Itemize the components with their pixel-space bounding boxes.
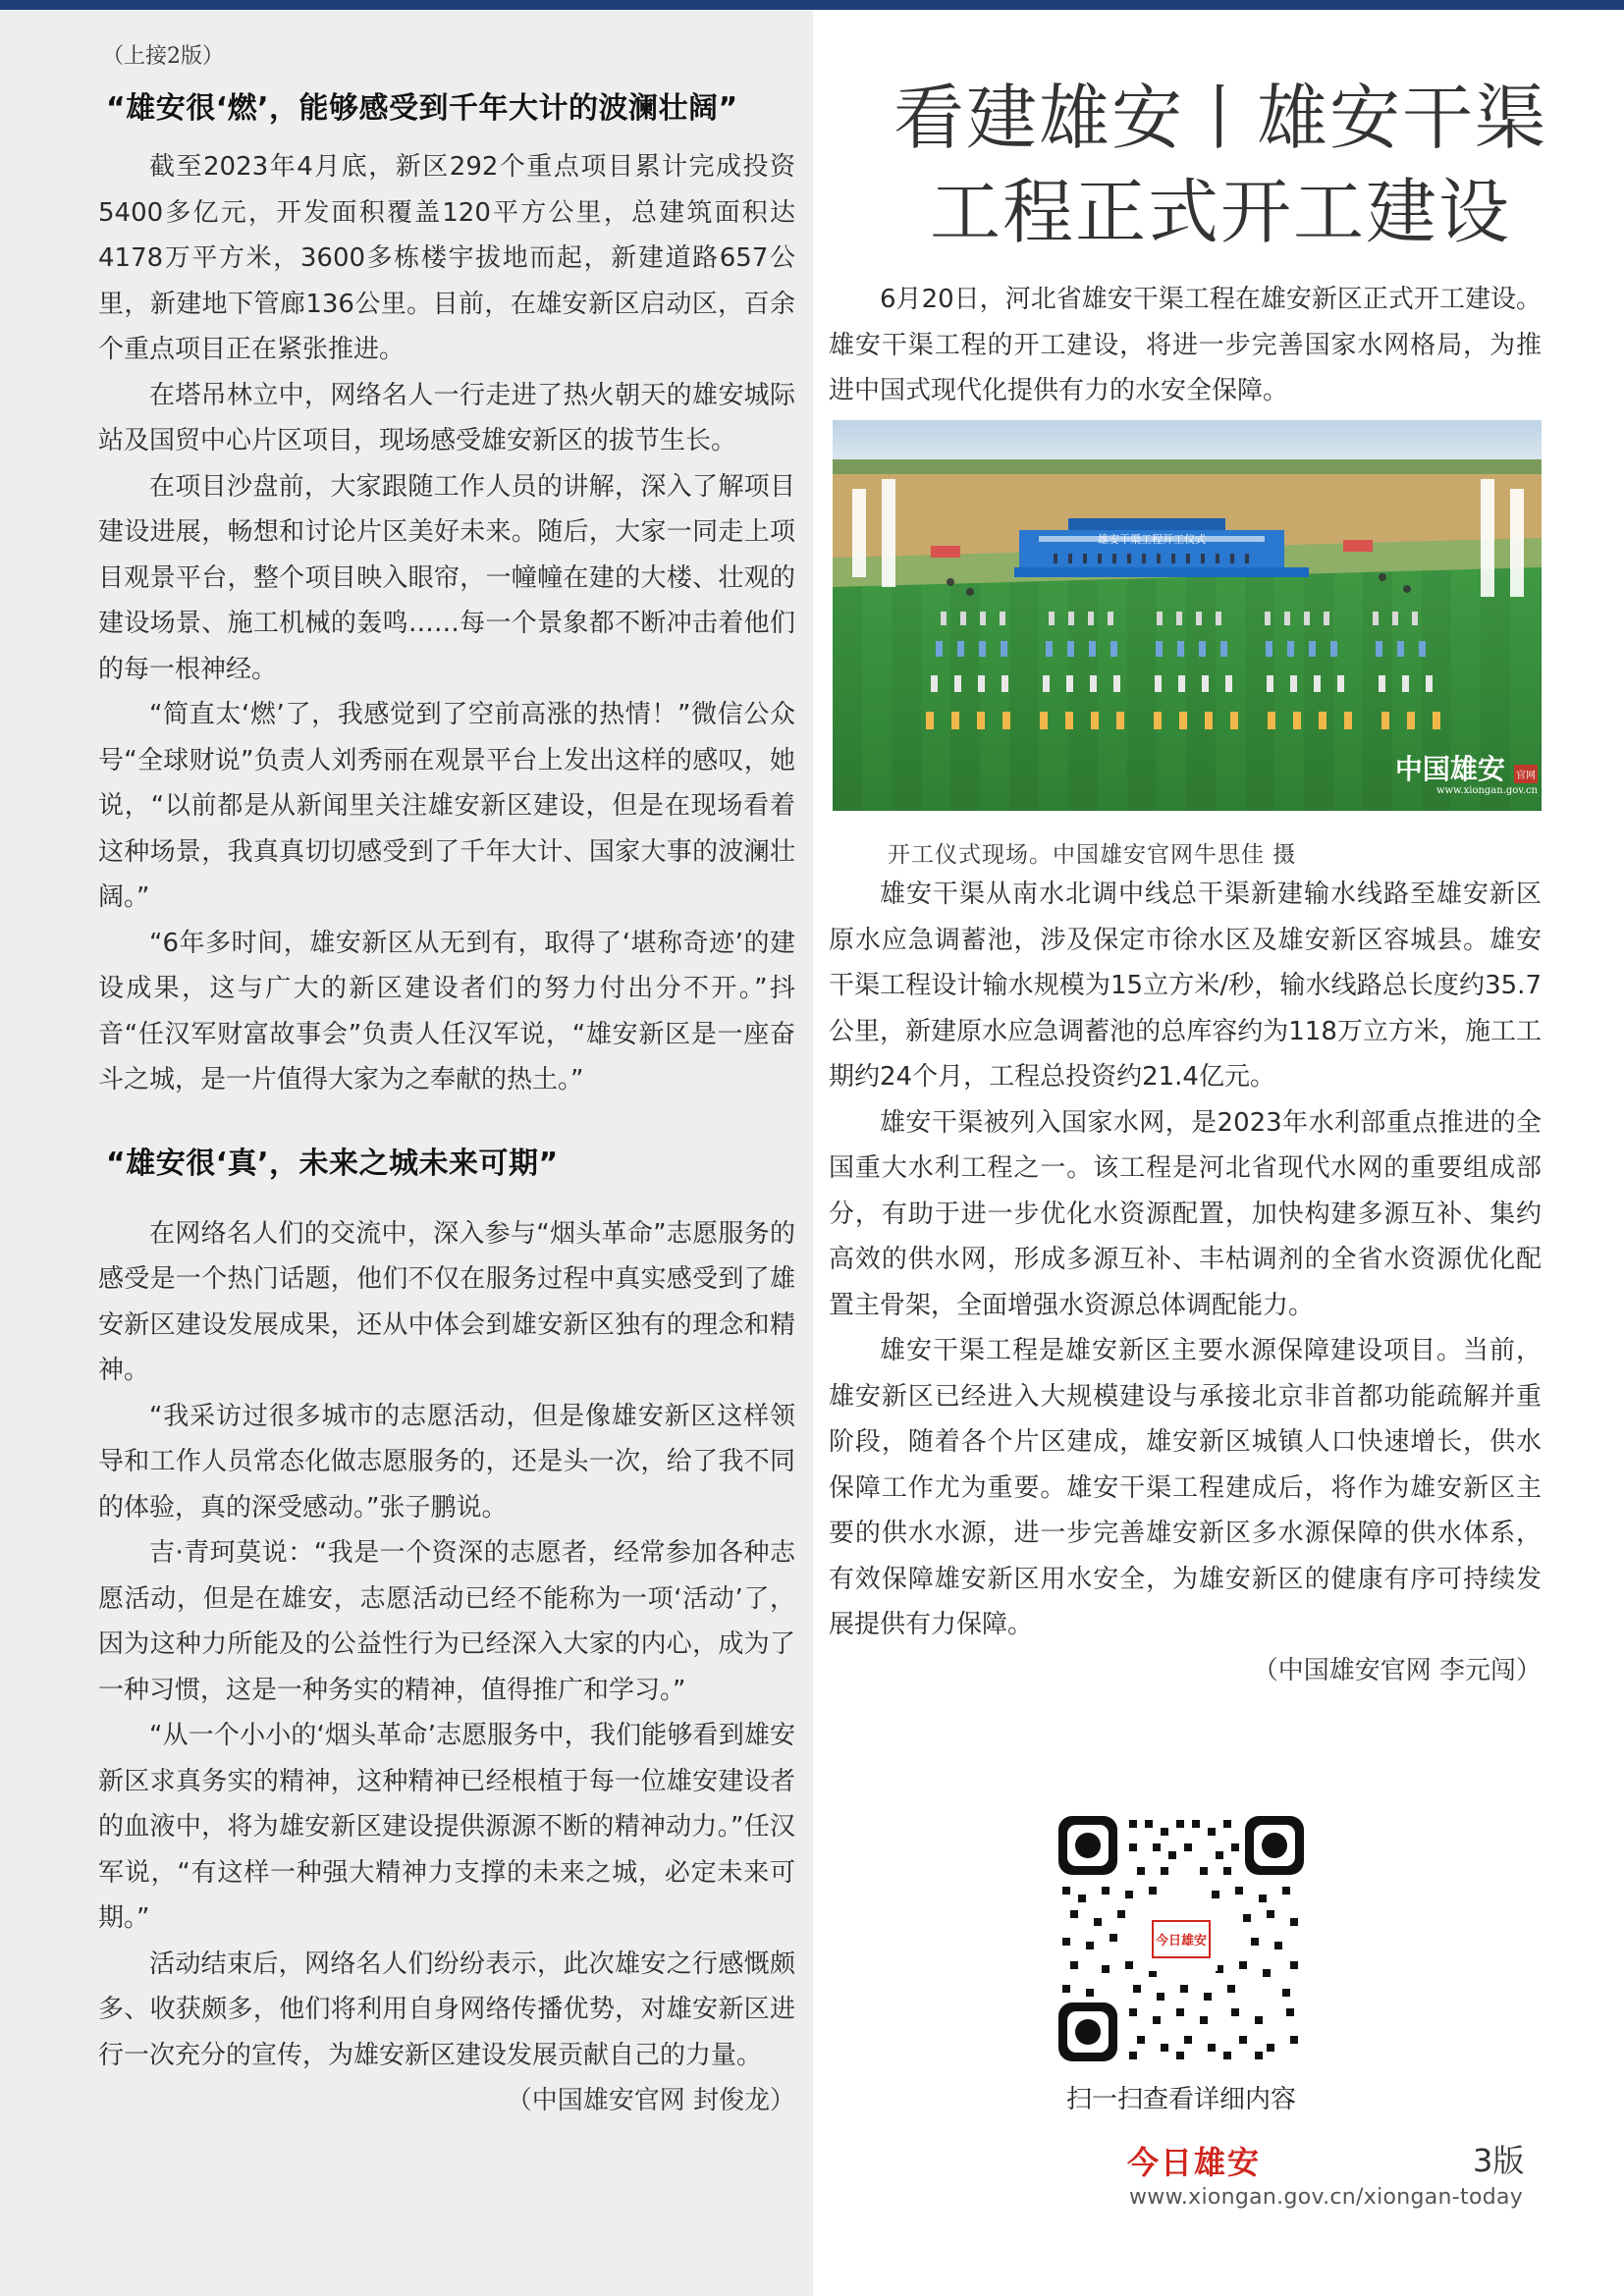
headline-line-1: 看建雄安丨雄安干渠 <box>893 77 1547 159</box>
right-column <box>813 10 1624 2296</box>
spacer <box>98 1103 795 1131</box>
paragraph: 雄安干渠工程是雄安新区主要水源保障建设项目。当前，雄安新区已经进入大规模建设与承接北京非首都功能疏解并重阶段，随着各个片区建成，雄安新区城镇人口快速增长，供水保障工作尤为重要。雄安干渠工程建成后，将作为雄安新区主要的供水水源，进一步完善雄安新区多水源保障的供水体系，有效保障雄安新区用水安全，为雄安新区的健康有序可持续发展提供有力保障。 <box>829 1336 1542 1639</box>
paragraph: 雄安干渠被列入国家水网，是2023年水利部重点推进的全国重大水利工程之一。该工程是河北省现代水网的重要组成部分，有助于进一步优化水资源配置，加快构建多源互补、集约高效的供水网，形成多源互补、丰枯调剂的全省水资源优化配置主骨架，全面增强水资源总体调配能力。 <box>829 1107 1542 1320</box>
paragraph: “简直太‘燃’了，我感觉到了空前高涨的热情！”微信公众号“全球财说”负责人刘秀丽在观景平台上发出这样的感叹，她说，“以前都是从新闻里关注雄安新区建设，但是在现场看着这种场景，我真真切切感受到了千年大计、国家大事的波澜壮阔。” <box>98 700 795 912</box>
ceremony-photo <box>833 420 1542 811</box>
paragraph: 在网络名人们的交流中，深入参与“烟头革命”志愿服务的感受是一个热门话题，他们不仅在服务过程中真实感受到了雄安新区建设发展成果，还从中体会到雄安新区独有的理念和精神。 <box>98 1218 795 1385</box>
photo-watermark-url: www.xiongan.gov.cn <box>1435 785 1538 796</box>
headline-line-2: 工程正式开工建设 <box>929 171 1511 253</box>
section2-title: “雄安很‘真’，未来之城未来可期” <box>106 1146 559 1181</box>
qr-code[interactable] <box>1058 1816 1304 2061</box>
body-block <box>829 872 1542 1693</box>
qr-label: 扫一扫查看详细内容 <box>1065 2085 1296 2114</box>
photo-watermark-text: 中国雄安 <box>1394 753 1505 785</box>
page-number: 3版 <box>1473 2142 1525 2179</box>
paragraph: “我采访过很多城市的志愿活动，但是像雄安新区这样领导和工作人员常态化做志愿服务的，还是头一次，给了我不同的体验，真的深受感动。”张子鹏说。 <box>98 1401 795 1522</box>
continued-from-note: （上接2版） <box>102 44 224 69</box>
photo-stage-banner: 雄安干渠工程开工仪式 <box>1098 533 1206 546</box>
qr-center-text: 今日雄安 <box>1152 1920 1211 1958</box>
site-url[interactable]: www.xiongan.gov.cn/xiongan-today <box>1129 2185 1524 2210</box>
article-headline <box>852 71 1589 259</box>
photo-watermark <box>1371 748 1538 796</box>
paragraph: 在项目沙盘前，大家跟随工作人员的讲解，深入了解项目建设进展，畅想和讨论片区美好未来。随后，大家一同走上项目观景平台，整个项目映入眼帘，一幢幢在建的大楼、壮观的建设场景、施工机械的轰鸣……每一个景象都不断冲击着他们的每一根神经。 <box>98 471 795 684</box>
paragraph: 截至2023年4月底，新区292个重点项目累计完成投资5400多亿元，开发面积覆盖120平方公里，总建筑面积达4178万平方米，3600多栋楼宇拔地而起，新建道路657公里，新建地下管廊136公里。目前，在雄安新区启动区，百余个重点项目正在紧张推进。 <box>98 152 795 364</box>
top-color-band <box>0 0 1624 10</box>
qr-center-logo <box>1145 1906 1218 1971</box>
paragraph: 在塔吊林立中，网络名人一行走进了热火朝天的雄安城际站及国贸中心片区项目，现场感受雄安新区的拔节生长。 <box>98 380 795 455</box>
photo-watermark-small: 官网 <box>1514 765 1538 783</box>
section1-title: “雄安很‘燃’，能够感受到千年大计的波澜壮阔” <box>106 91 738 126</box>
left-column <box>0 10 813 2296</box>
brand-logo: 今日雄安 <box>1127 2144 1262 2181</box>
left-article <box>98 39 795 2123</box>
photo-caption: 开工仪式现场。中国雄安官网牛思佳 摄 <box>888 842 1297 868</box>
author-credit: （中国雄安官网 封俊龙） <box>506 2086 795 2115</box>
paragraph: “6年多时间，雄安新区从无到有，取得了‘堪称奇迹’的建设成果，这与广大的新区建设者们的努力付出分不开。”抖音“任汉军财富故事会”负责人任汉军说，“雄安新区是一座奋斗之城，是一片值得大家为之奉献的热土。” <box>98 928 795 1095</box>
intro-block <box>829 277 1542 414</box>
paragraph: 雄安干渠从南水北调中线总干渠新建输水线路至雄安新区原水应急调蓄池，涉及保定市徐水区及雄安新区容城县。雄安干渠工程设计输水规模为15立方米/秒，输水线路总长度约35.7公里，新建原水应急调蓄池的总库容约为118万立方米，施工工期约24个月，工程总投资约21.4亿元。 <box>829 880 1542 1092</box>
paragraph: “从一个小小的‘烟头革命’志愿服务中，我们能够看到雄安新区求真务实的精神，这种精神已经根植于每一位雄安建设者的血液中，将为雄安新区建设提供源源不断的精神动力。”任汉军说，“有这样一种强大精神力支撑的未来之城，必定未来可期。” <box>98 1721 795 1933</box>
paragraph: 吉·青珂莫说：“我是一个资深的志愿者，经常参加各种志愿活动，但是在雄安，志愿活动已经不能称为一项‘活动’了，因为这种力所能及的公益性行为已经深入大家的内心，成为了一种习惯，这是一种务实的精神，值得推广和学习。” <box>98 1538 795 1705</box>
author-credit: （中国雄安官网 李元闯） <box>1252 1655 1542 1685</box>
intro-paragraph: 6月20日，河北省雄安干渠工程在雄安新区正式开工建设。雄安干渠工程的开工建设，将进一步完善国家水网格局，为推进中国式现代化提供有力的水安全保障。 <box>829 285 1542 405</box>
paragraph: 活动结束后，网络名人们纷纷表示，此次雄安之行感慨颇多、收获颇多，他们将利用自身网络传播优势，对雄安新区进行一次充分的宣传，为雄安新区建设发展贡献自己的力量。 <box>98 1949 795 2070</box>
